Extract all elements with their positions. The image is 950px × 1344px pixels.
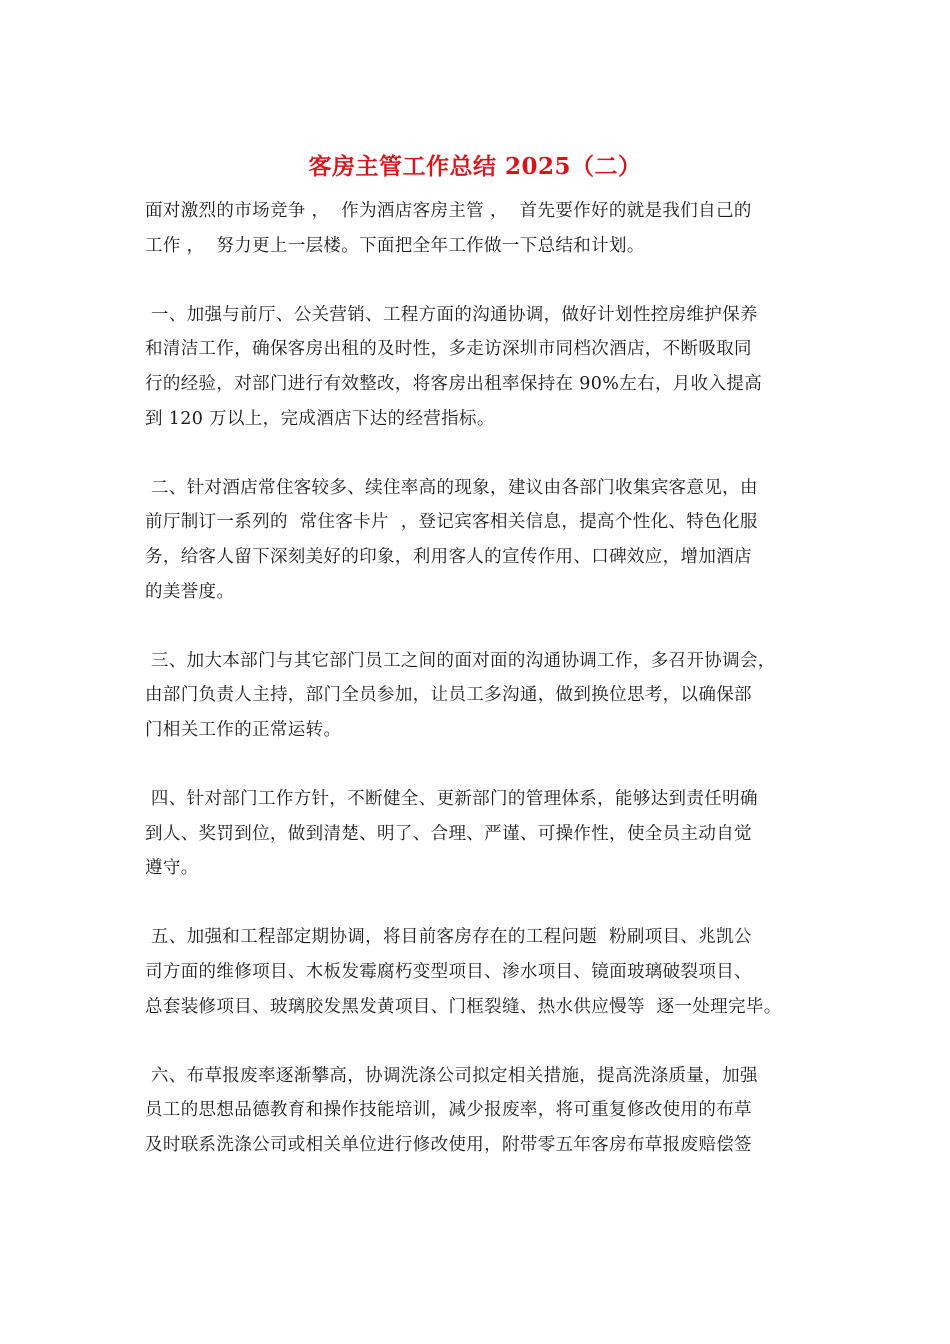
paragraph-gap [145,886,825,921]
text-line: 三、加大本部门与其它部门员工之间的面对面的沟通协调工作，多召开协调会， [145,650,776,671]
paragraph-item-4 [145,782,825,886]
text-line: 员工的思想品德教育和操作技能培训，减少报废率，将可重复修改使用的布草 [145,1100,752,1121]
text-line: 到 120 万以上，完成酒店下达的经营指标。 [145,408,495,429]
paragraph-gap [145,609,825,644]
text-line: 务，给客人留下深刻美好的印象，利用客人的宣传作用、口碑效应，增加酒店 [145,546,752,567]
text-line: 及时联系洗涤公司或相关单位进行修改使用，附带零五年客房布草报废赔偿签 [145,1135,752,1156]
paragraph-item-3 [145,644,825,748]
paragraph-gap [145,263,825,298]
document-body [145,194,825,1163]
paragraph-item-6 [145,1059,825,1163]
text-line: 由部门负责人主持，部门全员参加，让员工多沟通，做到换位思考，以确保部 [145,685,752,706]
text-line: 四、针对部门工作方针，不断健全、更新部门的管理体系，能够达到责任明确 [145,789,758,810]
paragraph-gap [145,1024,825,1059]
text-line: 面对激烈的市场竞争 ， 作为酒店客房主管 ， 首先要作好的就是我们自己的 [145,201,752,221]
text-line: 行的经验，对部门进行有效整改，将客房出租率保持在 90%左右，月收入提高 [145,373,763,394]
document-title: 客房主管工作总结 2025（二） [308,153,642,180]
text-line: 的美誉度。 [145,581,235,602]
text-line: 一、加强与前厅、公关营销、工程方面的沟通协调，做好计划性控房维护保养 [145,304,758,325]
paragraph-gap [145,748,825,783]
paragraph-intro [145,194,825,263]
text-line: 和清洁工作，确保客房出租的及时性，多走访深圳市同档次酒店，不断吸取同 [145,339,752,360]
text-line: 五、加强和工程部定期协调，将目前客房存在的工程问题 粉刷项目、兆凯公 [145,927,752,948]
paragraph-gap [145,436,825,471]
text-line: 前厅制订一系列的 常住客卡片 ，登记宾客相关信息，提高个性化、特色化服 [145,512,758,533]
text-line: 六、布草报废率逐渐攀高，协调洗涤公司拟定相关措施，提高洗涤质量，加强 [145,1065,758,1086]
paragraph-item-2 [145,471,825,609]
text-line: 司方面的维修项目、木板发霉腐朽变型项目、渗水项目、镜面玻璃破裂项目、 [145,962,752,983]
text-line: 工作 ， 努力更上一层楼。下面把全年工作做一下总结和计划。 [145,235,645,256]
text-line: 遵守。 [145,858,199,879]
paragraph-item-5 [145,920,825,1024]
text-line: 二、针对酒店常住客较多、续住率高的现象，建议由各部门收集宾客意见，由 [145,477,758,498]
text-line: 到人、奖罚到位，做到清楚、明了、合理、严谨、可操作性，使全员主动自觉 [145,823,752,844]
text-line: 总套装修项目、玻璃胶发黑发黄项目、门框裂缝、热水供应慢等 逐一处理完毕。 [145,996,782,1017]
paragraph-item-1 [145,298,825,436]
text-line: 门相关工作的正常运转。 [145,719,342,740]
